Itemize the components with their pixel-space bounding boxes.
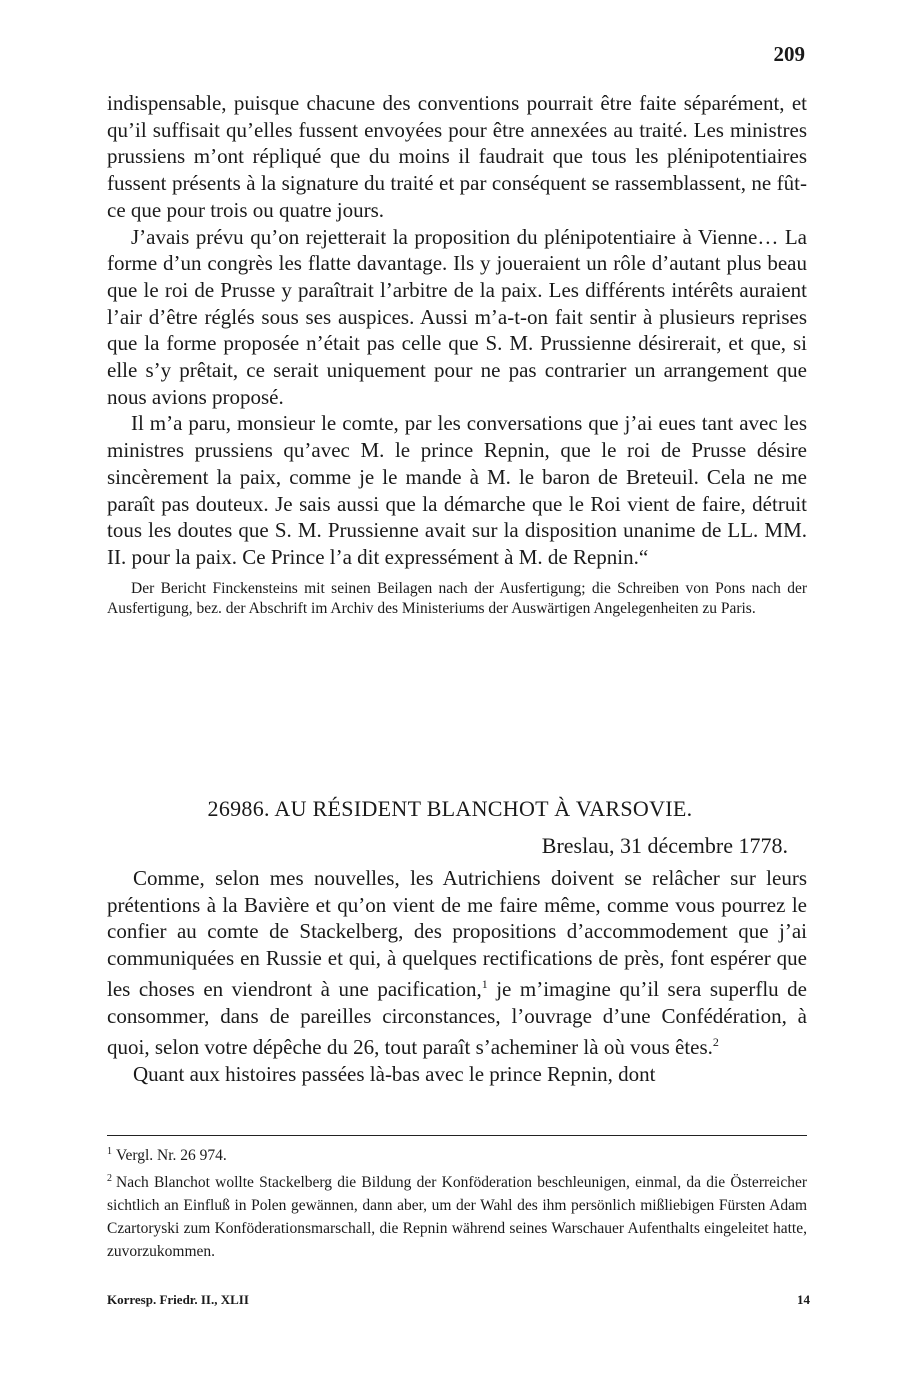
footnote-ref-2: 2 (712, 1035, 719, 1049)
footnote-1 (107, 1140, 807, 1167)
footnote-mark: 2 (107, 1173, 112, 1185)
continuation-text (107, 90, 807, 619)
continuation-paragraph-1: indispensable, puisque chacune des conventions pourrait être faite séparément, et qu’il suffisait qu’elles fussent envoyées pour être annexées au traité. Les ministres prussiens m’ont répliqué que du moins il faudrait que tous les plénipotentiaires fussent présents à la signature du traité et par conséquent se rassemblassent, ne fût-ce que pour trois ou quatre jours. (107, 91, 807, 222)
footnote-2 (107, 1167, 807, 1263)
letter-paragraph-2: Quant aux histoires passées là-bas avec le prince Repnin, dont (133, 1061, 656, 1086)
signature-line: Korresp. Friedr. II., XLII (107, 1292, 249, 1307)
letter-paragraph-1 (107, 865, 807, 1061)
continuation-paragraph-2: J’avais prévu qu’on rejetterait la proposition du plénipotentiaire à Vienne… La forme d’un congrès les flatte davantage. Ils y joueraient un rôle d’autant plus beau que le roi de Prusse y paraîtrait l’arbitre de la paix. Les différents intérêts auraient l’air d’être réglés sous ses auspices. Aussi m’a-t-on fait sentir à plusieurs reprises que la forme proposée n’était pas celle que S. M. Prussienne désirerait, et que, si elle s’y prêtait, ce serait uniquement pour ne pas contrarier un arrangement que nous avions proposé. (107, 224, 807, 409)
footnotes (107, 1140, 807, 1263)
sheet-number: 14 (797, 1292, 810, 1307)
footnote-text: Vergl. Nr. 26 974. (116, 1147, 227, 1165)
letter-paragraph-1-part-a: Comme, selon mes nouvelles, les Autrichiens doivent se relâcher sur leurs prétentions à la Bavière et qu’on vient de me faire même, comme vous pourrez le confier au comte de Stackelberg, des propositions d’accommodement que j’ai communiquées en Russie et qui, à quelques rectifications de près, font espérer que les choses en viendront à une pacification, (107, 866, 807, 1001)
letter-heading: 26986. AU RÉSIDENT BLANCHOT À VARSOVIE. (207, 796, 693, 821)
page-number: 209 (773, 42, 805, 66)
continuation-paragraph-3: Il m’a paru, monsieur le comte, par les conversations que j’ai eues tant avec les ministres prussiens qu’avec M. le prince Repnin, que le roi de Prusse désire sincèrement la paix, comme je le mande à M. le baron de Breteuil. Cela ne me paraît pas douteux. Je sais aussi que la démarche que le Roi vient de faire, détruit tous les doutes que S. M. Prussienne avait sur la disposition unanime de LL. MM. II. pour la paix. Ce Prince l’a dit expressément à M. de Repnin.“ (107, 411, 807, 569)
footnote-mark: 1 (107, 1146, 112, 1157)
letter-paragraph-1-part-b: je m’imagine qu’il sera superflu de consommer, dans de pareilles circonstances, l’ouvrage d’une Confédération, à quoi, selon votre dépêche du 26, tout paraît s’acheminer là où vous êtes. (107, 977, 808, 1059)
footnote-divider (107, 1135, 807, 1136)
footnote-ref-1: 1 (481, 977, 488, 991)
letter-dateline: Breslau, 31 décembre 1778. (541, 833, 788, 858)
footnote-text: Nach Blanchot wollte Stackelberg die Bildung der Konföderation beschleunigen, einmal, da die Österreicher sichtlich an Einfluß in Polen gewännen, dann aber, um der Wahl des ihm persönlich mißliebigen Fürsten Adam Czartoryski zum Konföderationsmarschall, die Repnin während seines Warschauer Aufenthalts eingeleitet hatte, zuvorzukommen. (107, 1174, 807, 1261)
source-note: Der Bericht Finckensteins mit seinen Beilagen nach der Ausfertigung; die Schreiben von Pons nach der Ausfertigung, bez. der Abschrift im Archiv des Ministeriums der Auswärtigen Angelegenheiten zu Paris. (107, 579, 807, 617)
letter-body (107, 865, 807, 1087)
